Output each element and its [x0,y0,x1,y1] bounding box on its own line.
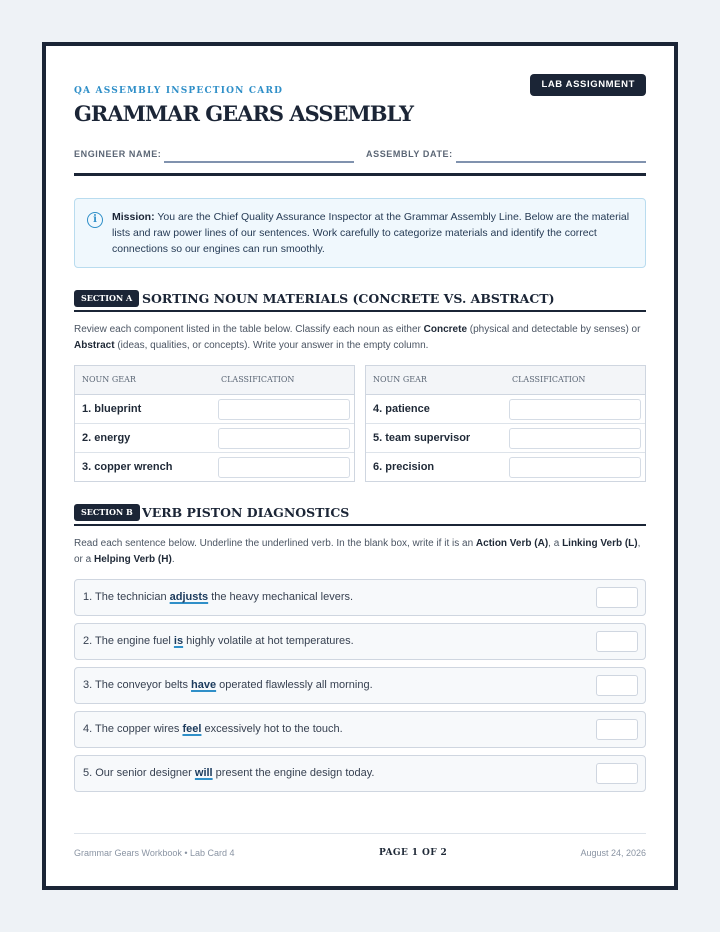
table-row [366,453,645,482]
classification-input[interactable] [509,457,641,478]
verb-sentence-row [74,623,646,660]
sentence-start: 1. The technician [83,591,170,603]
sentence-start: 2. The engine fuel [83,635,174,647]
assembly-date-field[interactable] [456,161,646,163]
section-b-instructions [74,536,646,568]
assembly-date-label: ASSEMBLY DATE: [366,149,453,159]
sentence-start: 3. The conveyor belts [83,679,192,691]
table-row [75,453,354,482]
sentence-text [83,591,353,603]
noun-item: 4. patience [373,403,430,415]
page-title: GRAMMAR GEARS ASSEMBLY [74,101,413,126]
noun-item: 5. team supervisor [373,432,471,444]
classification-input[interactable] [218,457,350,478]
noun-item: 6. precision [373,461,435,473]
section-b-desc-part: , a [548,538,563,549]
underlined-verb: is [173,635,184,647]
verb-type-answer-box[interactable] [596,719,638,740]
verb-type-answer-box[interactable] [596,631,638,652]
section-b-title: VERB PISTON DIAGNOSTICS [142,505,350,520]
section-a-desc-part: (ideas, qualities, or concepts). Write your answer in the empty column. [114,340,429,351]
abstract-term: Abstract [74,340,115,351]
table-row [75,395,354,424]
helping-verb-term: Helping Verb (H) [94,554,172,565]
section-a-header [74,290,646,312]
underlined-verb: will [194,767,213,779]
sentence-text [83,723,343,735]
verb-type-answer-box[interactable] [596,763,638,784]
noun-gear-header: NOUN GEAR [82,375,136,384]
inspection-card [42,42,678,890]
sentence-end: operated flawlessly all morning. [216,679,373,691]
section-b-tag: SECTION B [74,504,140,521]
section-b-desc-part: , or a [74,538,641,565]
classification-input[interactable] [509,428,641,449]
section-b-desc-part: Read each sentence below. Underline the underlined verb. In the blank box, write if it is an [74,538,476,549]
section-a-desc-part: Review each component listed in the table below. Classify each noun as either [74,324,424,335]
footer-divider [74,833,646,834]
footer-workbook: Grammar Gears Workbook • Lab Card 4 [74,848,235,858]
section-a-title: SORTING NOUN MATERIALS (CONCRETE VS. ABSTRACT) [142,291,555,306]
sentence-text [83,679,373,691]
mission-body: You are the Chief Quality Assurance Inspector at the Grammar Assembly Line. Below are the material lists and raw power lines of our sentences. Work carefully to categorize materials and identify the correct connections so our engines can run smoothly. [112,211,630,255]
concrete-term: Concrete [423,324,468,335]
table-row [366,424,645,453]
section-a-instructions [74,322,646,354]
section-a-desc-part: (physical and detectable by senses) or [467,324,641,335]
engineer-name-label: ENGINEER NAME: [74,149,162,159]
verb-sentence-row [74,579,646,616]
mission-callout [74,198,646,268]
underlined-verb: feel [182,723,202,735]
verb-type-answer-box[interactable] [596,587,638,608]
verb-type-answer-box[interactable] [596,675,638,696]
engineer-name-field[interactable] [164,161,354,163]
verb-sentence-row [74,755,646,792]
section-a-tag: SECTION A [74,290,139,307]
noun-item: 2. energy [82,432,131,444]
sentence-end: the heavy mechanical levers. [208,591,354,603]
mission-text [112,209,632,257]
action-verb-term: Action Verb (A) [475,538,549,549]
noun-item: 3. copper wrench [82,461,173,473]
noun-table-right [365,365,646,482]
section-b-header [74,504,646,526]
verb-sentence-row [74,667,646,704]
noun-gear-header: NOUN GEAR [373,375,427,384]
sentence-start: 5. Our senior designer [83,767,195,779]
section-b-desc-part: . [171,554,175,565]
page-number: PAGE 1 OF 2 [379,848,448,858]
verb-sentence-row [74,711,646,748]
header-fields [74,146,646,166]
classification-input[interactable] [218,428,350,449]
classification-header: CLASSIFICATION [512,375,586,384]
classification-input[interactable] [218,399,350,420]
table-row [366,395,645,424]
sentence-text [83,767,374,779]
underlined-verb: adjusts [169,591,209,603]
card-kicker: QA ASSEMBLY INSPECTION CARD [74,86,284,96]
sentence-text [83,635,354,647]
sentence-end: present the engine design today. [212,767,375,779]
header-divider [74,173,646,176]
info-icon: i [87,212,103,228]
noun-table-header [366,366,645,395]
sentence-end: highly volatile at hot temperatures. [183,635,354,647]
mission-lead: Mission: [112,211,155,223]
classification-input[interactable] [509,399,641,420]
sentence-start: 4. The copper wires [83,723,183,735]
footer-date: August 24, 2026 [580,848,646,858]
table-row [75,424,354,453]
underlined-verb: have [191,679,217,691]
linking-verb-term: Linking Verb (L) [562,538,638,549]
sentence-end: excessively hot to the touch. [201,723,343,735]
classification-header: CLASSIFICATION [221,375,295,384]
noun-table-left [74,365,355,482]
lab-assignment-badge: LAB ASSIGNMENT [530,74,646,96]
noun-item: 1. blueprint [82,403,142,415]
noun-table-header [75,366,354,395]
